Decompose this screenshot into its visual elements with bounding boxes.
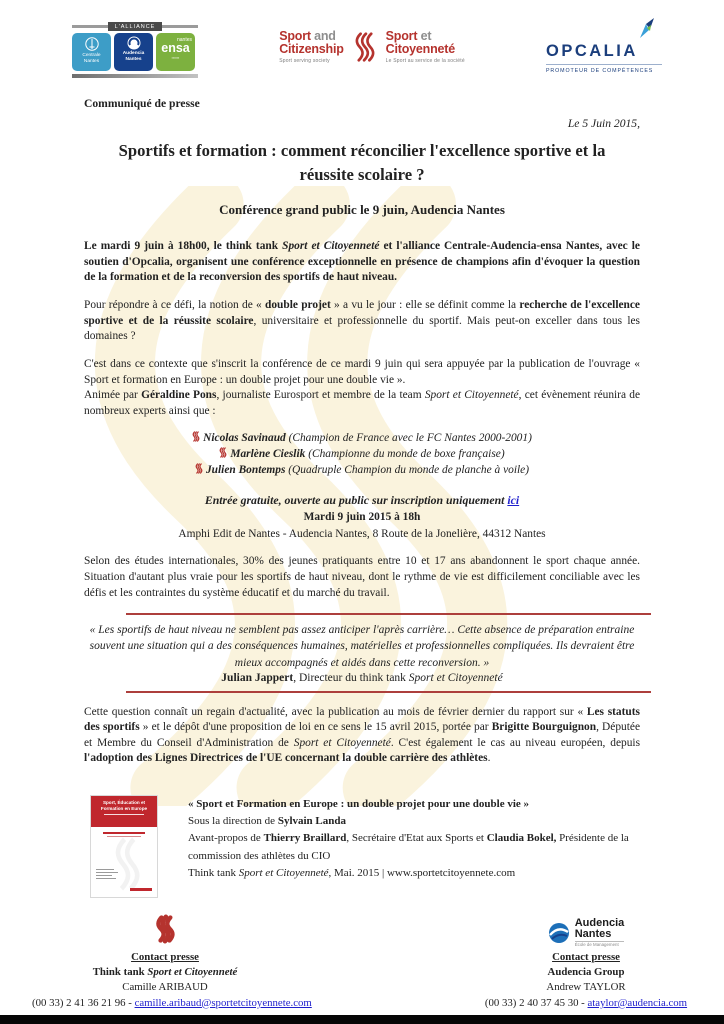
press-label: Communiqué de presse [84,97,200,110]
banner-bar-right [162,25,198,28]
date-line: Le 5 Juin 2015, [567,117,640,130]
tile-ensa-nantes: nantes [176,37,192,43]
book-cover-credits-lines [96,867,118,879]
tile-ensa-name: ensa [161,41,190,55]
speaker-text: Julien Bontemps (Quadruple Champion du monde de planche à voile) [205,464,530,477]
opcalia-logo [546,22,662,74]
speaker-item [84,447,640,463]
quote-divider-top [126,613,651,615]
paragraph-actualite: Cette question connaît un regain d'actualité, avec la publication au mois de février dernier du rapport sur « Les statuts des sportifs » et le dépôt d'une proposition de loi en ce sens le 15 avril 2015, portée par Brigitte Bourguignon, Députée et Membre du Conseil d'Administration de Sport et Citoyenneté. C'est également le cas au niveau européen, depuis l'adoption des Lignes Directrices de l'UE concernant la double carrière des athlètes. [84,705,641,765]
book-foreword-line: Avant-propos de Thierry Braillard, Secrétaire d'Etat aux Sports et Claudia Bokel, Présidente de la commission des athlètes du CIO [188,832,629,862]
sc-en-and: and [314,29,336,43]
book-cover-subtitle-bar [104,814,144,815]
sc-en-tagline: Sport serving society [279,57,330,64]
sc-fr-word2: Citoyenneté [385,41,455,56]
tile-audencia-line2: Nantes [125,56,142,62]
header-logos [0,0,724,82]
book-editor-line: Sous la direction de Sylvain Landa [188,815,346,828]
speaker-text: Marlène Cieslik (Championne du monde de boxe française) [230,448,505,461]
email-link-right[interactable]: ataylor@audencia.com [587,996,688,1009]
footer-contact-name-right: Andrew TAYLOR [546,981,626,994]
book-info [188,796,640,898]
opcalia-check-icon [630,16,660,42]
audencia-name-line2: Nantes [574,927,612,940]
sss-bullet-icon [192,431,200,442]
audencia-name-line1: Audencia [574,916,625,929]
event-date-line: Mardi 9 juin 2015 à 18h [303,511,421,524]
sc-fr-tagline: Le Sport au service de la société [385,57,465,64]
paragraph-animatrice: Animée par Géraldine Pons, journaliste Eurosport et membre de la team Sport et Citoyenneté, cet évènement réunira de nombreux experts ainsi que : [84,389,641,417]
paragraph-double-projet: Pour répondre à ce défi, la notion de « double projet » a vu le jour : elle se définit comme la recherche de l'excellence sportive et de la réussite scolaire, universitaire et professionnelle du sportif. Mais peut-on exceller dans tous les domaines ? [84,299,640,343]
opcalia-divider [546,64,662,65]
bottom-edge-bar [0,1015,724,1024]
tile-audencia-line1: Audencia [122,51,145,56]
tile-centrale-line2: Nantes [83,58,100,64]
footer-contact-name-left: Camille ARIBAUD [122,981,208,994]
footer-phone-right [460,996,712,1011]
page-subtitle: Conférence grand public le 9 juin, Audencia Nantes [219,202,505,218]
sss-logo-icon [353,32,377,62]
contact-press-heading-right: Contact presse [552,950,620,963]
audencia-globe-icon [548,922,570,944]
alliance-bottom-bar [72,74,198,78]
sport-citoyennete-fr [386,30,465,64]
alliance-logo [72,22,198,78]
registration-link[interactable]: ici [507,493,520,508]
audencia-emblem-icon [127,36,141,50]
footer-contact-audencia [460,918,712,1011]
contact-press-heading-left: Contact presse [131,950,199,963]
footer-phone-left [32,996,312,1011]
sc-fr-et: et [420,29,432,43]
quote-divider-bottom [126,691,651,693]
sport-citizenship-en [279,30,343,64]
sc-en-word2: Citizenship [279,41,344,56]
quote-text: « Les sportifs de haut niveau ne semblent pas assez anticiper l'après carrière… Cette absence de préparation entraine souvent une situation qui a des conséquences humaines, matérielles et professionnelles compliquées. Ils devraient être mieux accompagnés et aidés dans cette reconversion. » [89,624,635,669]
email-link-left[interactable]: camille.aribaud@sportetcitoyennete.com [134,996,312,1009]
alliance-banner-label: L'ALLIANCE [108,22,163,31]
book-publisher-line: Think tank Sport et Citoyenneté, Mai. 2015 | www.sportetcitoyennete.com [188,866,516,879]
audencia-logo [460,918,712,948]
phone-number-right: (00 33) 2 40 37 45 30 - [484,996,588,1009]
tile-centrale-line1: Centrale [82,53,101,58]
paragraph-intro: Le mardi 9 juin à 18h00, le think tank Sport et Citoyenneté et l'alliance Centrale-Audencia-ensa Nantes, avec le soutien d'Opcalia, organisent une conférence exceptionnelle en présence de champions afin d'évoquer la question de la formation et de la reconversion des sportifs de haut niveau. [84,240,640,284]
alliance-tile-centrale [72,33,111,71]
sc-en-word1: Sport [279,29,315,43]
opcalia-tagline: PROMOTEUR DE COMPÉTENCES [546,67,654,74]
document-body [0,97,724,898]
sss-footer-icon [152,914,178,944]
registration-text: Entrée gratuite, ouverte au public sur inscription uniquement [204,493,508,508]
paragraph-contexte: C'est dans ce contexte que s'inscrit la conférence de ce mardi 9 juin qui sera appuyée par la publication de l'ouvrage « Sport et formation en Europe : un double projet pour une double vie ». [84,357,640,386]
page-title: Sportifs et formation : comment réconcilier l'excellence sportive et la réussite scolaire ? [118,141,606,184]
speaker-list [84,431,640,479]
book-cover-line [103,832,145,834]
registration-line [84,492,640,509]
centrale-emblem-icon [85,36,99,52]
speaker-item [84,431,640,447]
book-cover [90,795,158,898]
sc-fr-word1: Sport [385,29,421,43]
quote-attribution: Julian Jappert, Directeur du think tank Sport et Citoyenneté [221,671,503,684]
book-title: « Sport et Formation en Europe : un double projet pour une double vie » [188,798,530,811]
venue-line: Amphi Edit de Nantes - Audencia Nantes, 8 Route de la Jonelière, 44312 Nantes [178,527,546,540]
event-details [84,492,640,542]
book-cover-title: Sport, Éducation et Formation en Europe [100,800,148,812]
alliance-tile-audencia [114,33,153,71]
book-cover-band [91,796,157,827]
tile-ensa-sub: ▪▪▪▪▪▪ [171,56,180,61]
opcalia-name: OPCALIA [546,42,638,60]
phone-number-left: (00 33) 2 41 36 21 96 - [32,996,135,1009]
audencia-tagline: École de Management [575,941,625,947]
sss-bullet-icon [219,447,227,458]
sport-citizenship-logo [279,30,465,64]
alliance-banner [72,22,198,31]
footer-org-left: Think tank Sport et Citoyenneté [92,966,238,979]
book-cover-publisher-mark [130,888,152,891]
speaker-text: Nicolas Savinaud (Champion de France avec le FC Nantes 2000-2001) [203,432,532,445]
speaker-item [84,463,640,479]
banner-bar-left [72,25,108,28]
paragraph-etudes: Selon des études internationales, 30% des jeunes pratiquants entre 10 et 17 ans abandonnent le sport chaque année. Situation d'autant plus vraie pour les sportifs de haut niveau, dont le rythme de vie est difficilement conciliable avec les défis et les contraintes du système éducatif et du marché du travail. [84,555,640,599]
book-section [84,795,640,898]
alliance-tile-ensa [156,33,195,71]
book-cover-s-watermark [103,836,143,892]
footer-org-right: Audencia Group [547,966,625,979]
sss-bullet-icon [195,463,203,474]
footer-contact-press [32,914,312,1011]
